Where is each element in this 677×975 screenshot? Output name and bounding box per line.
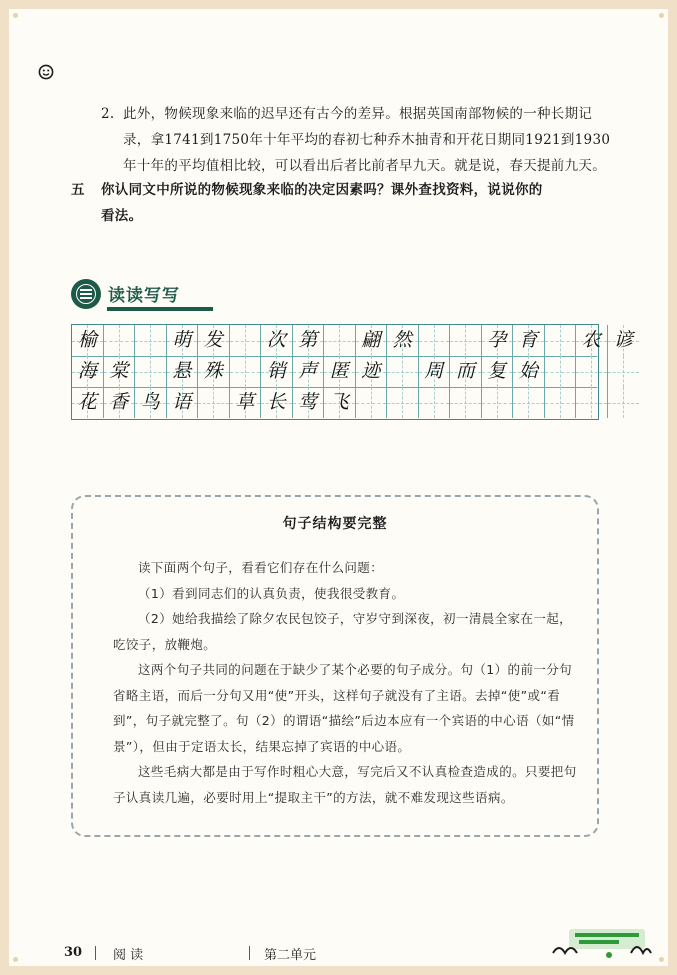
grid-char: 香: [109, 391, 129, 413]
smiley-icon: [38, 64, 54, 80]
grid-cell: [230, 325, 262, 356]
grid-char: 萌: [172, 329, 192, 351]
grid-char: 复: [487, 360, 507, 382]
grid-cell: [293, 325, 325, 356]
grid-cell: [545, 387, 577, 418]
grid-cell: [72, 325, 104, 356]
grid-cell: [387, 356, 419, 387]
tip-paragraph: （1）看到同志们的认真负责，使我很受教育。: [138, 585, 405, 601]
grid-char: 发: [203, 329, 223, 351]
footer-part-label: 阅 读: [113, 948, 144, 963]
section-underline: [107, 307, 213, 311]
grid-cell: [450, 356, 482, 387]
grid-cell: [513, 325, 545, 356]
paragraph-line: 年十年的平均值相比较，可以看出后者比前者早九天。就是说，春天提前九天。: [123, 158, 606, 174]
grid-char: 长: [266, 391, 286, 413]
grid-cell: [513, 356, 545, 387]
grid-cell: [419, 387, 451, 418]
grid-cell: [293, 356, 325, 387]
tip-box-body: [113, 555, 583, 810]
grid-cell: [356, 325, 388, 356]
grid-char: 然: [392, 329, 412, 351]
question-number: 五: [71, 182, 85, 198]
corner-dot: [13, 13, 18, 18]
grid-cell: [419, 325, 451, 356]
question-5: [71, 177, 631, 229]
grid-char: 榆: [77, 329, 97, 351]
item-number: 2.: [101, 106, 115, 122]
grid-cell: [608, 325, 640, 356]
tip-paragraph: 这些毛病大都是由于写作时粗心大意，写完后又不认真检查造成的。只要把句子认真读几遍，必要时用上“提取主干”的方法，就不难发现这些语病。: [113, 764, 577, 805]
grid-char: 育: [518, 329, 538, 351]
grid-cell: [482, 387, 514, 418]
grid-cell: [513, 387, 545, 418]
grid-cell: [72, 387, 104, 418]
corner-dot: [659, 13, 664, 18]
grid-cell: [135, 325, 167, 356]
grid-char: 匿: [329, 360, 349, 382]
grid-cell: [450, 325, 482, 356]
grid-cell: [324, 325, 356, 356]
grid-char: 农: [581, 329, 601, 351]
page-number: 30: [64, 945, 83, 960]
grid-char: 谚: [613, 329, 633, 351]
grid-cell: [261, 325, 293, 356]
grid-cell: [450, 387, 482, 418]
grid-cell: [608, 356, 640, 387]
grid-cell: [261, 356, 293, 387]
grid-char: 孕: [487, 329, 507, 351]
grid-char: 莺: [298, 391, 318, 413]
paragraph-line: 2. 此外，物候现象来临的迟早还有古今的差异。根据英国南部物候的一种长期记: [101, 101, 616, 127]
grid-cell: [135, 387, 167, 418]
grid-cell: [324, 356, 356, 387]
grid-row: [72, 387, 597, 418]
grid-char: 棠: [109, 360, 129, 382]
grid-char: 周: [424, 360, 444, 382]
grid-cell: [230, 356, 262, 387]
footer-unit-label: 第二单元: [264, 948, 317, 963]
tip-box: [71, 495, 599, 837]
grid-cell: [104, 387, 136, 418]
grid-cell: [324, 387, 356, 418]
grid-cell: [261, 387, 293, 418]
grid-cell: [545, 325, 577, 356]
grid-cell: [576, 325, 608, 356]
grid-char: 悬: [172, 360, 192, 382]
grid-cell: [167, 356, 199, 387]
grid-cell: [135, 356, 167, 387]
footer-divider: [249, 946, 250, 960]
grid-cell: [545, 356, 577, 387]
grid-char: 海: [77, 360, 97, 382]
writing-grid: [71, 324, 633, 420]
tip-paragraph: （2）她给我描绘了除夕农民包饺子，守岁守到深夜，初一清晨全家在一起，吃饺子，放鞭炮。: [113, 611, 573, 652]
publisher-logo: [549, 925, 659, 963]
grid-cell: [387, 387, 419, 418]
grid-cell: [104, 356, 136, 387]
section-three-icon: [71, 279, 101, 309]
grid-cell: [198, 356, 230, 387]
grid-cell: [608, 387, 640, 418]
section-title: 读读写写: [108, 286, 180, 306]
tip-paragraph: 这两个句子共同的问题在于缺少了某个必要的句子成分。句（1）的前一分句省略主语，而后一分句又用“使”开头，这样句子就没有了主语。去掉“使”或“看到”，句子就完整了。句（2）的谓语“描绘”后边本应有一个宾语的中心语（如“情景”），但由于定语太长，结果忘掉了宾语的中心语。: [113, 662, 575, 754]
grid-char: 次: [266, 329, 286, 351]
question-line: 五 你认同文中所说的物候现象来临的决定因素吗？课外查找资料，说说你的: [71, 177, 631, 203]
grid-cell: [482, 356, 514, 387]
grid-char: 迹: [361, 360, 381, 382]
grid-cell: [293, 387, 325, 418]
grid-cell: [576, 387, 608, 418]
grid-char: 而: [455, 360, 475, 382]
grid-char: 草: [235, 391, 255, 413]
grid-char: 销: [266, 360, 286, 382]
grid-row: [72, 325, 633, 357]
grid-cell: [198, 325, 230, 356]
grid-char: 翩: [361, 329, 381, 351]
grid-char: 鸟: [140, 391, 160, 413]
question-line: 看法。: [101, 208, 143, 224]
grid-char: 语: [172, 391, 192, 413]
grid-cell: [72, 356, 104, 387]
footer-divider: [95, 946, 96, 960]
paragraph-item-2: [101, 101, 616, 179]
grid-cell: [167, 325, 199, 356]
grid-char: 飞: [329, 391, 349, 413]
grid-char: 殊: [203, 360, 223, 382]
grid-cell: [576, 356, 608, 387]
grid-char: 始: [518, 360, 538, 382]
grid-cell: [356, 356, 388, 387]
grid-cell: [387, 325, 419, 356]
tip-box-title: 句子结构要完整: [282, 516, 388, 532]
grid-cell: [230, 387, 262, 418]
paragraph-line: 录，拿1741到1750年十年平均的春初七种乔木抽青和开花日期同1921到1930: [123, 132, 611, 148]
grid-cell: [104, 325, 136, 356]
grid-cell: [356, 387, 388, 418]
tip-paragraph: 读下面两个句子，看看它们存在什么问题：: [138, 560, 384, 575]
grid-cell: [419, 356, 451, 387]
grid-cell: [198, 387, 230, 418]
grid-char: 花: [77, 391, 97, 413]
grid-char: 声: [298, 360, 318, 382]
grid-cell: [482, 325, 514, 356]
page-footer: [9, 937, 668, 967]
grid-cell: [167, 387, 199, 418]
grid-row: [72, 356, 597, 388]
grid-char: 第: [298, 329, 318, 351]
